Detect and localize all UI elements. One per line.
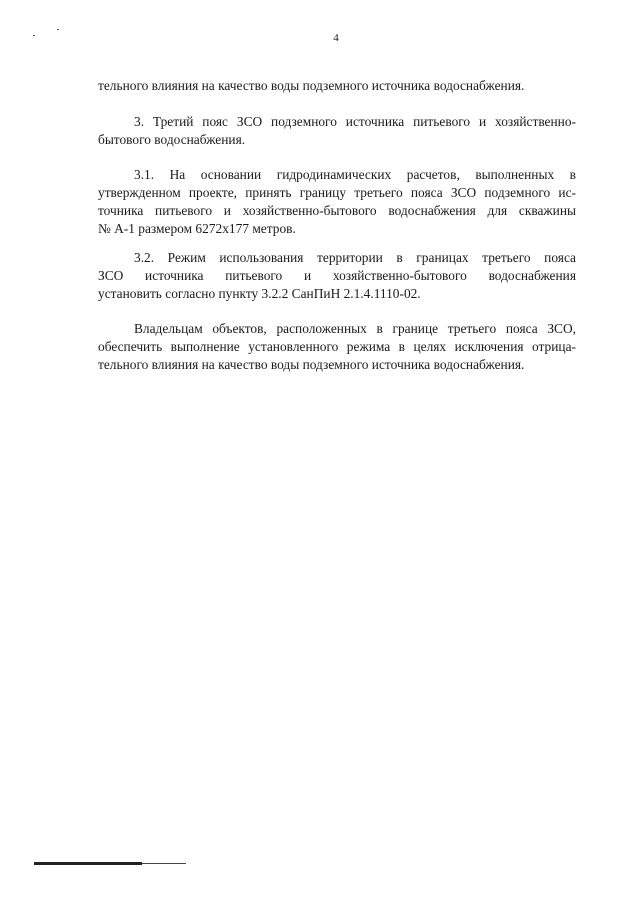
text-line: точника питьевого и хозяйственно-бытового водоснабжения для скважины	[98, 203, 576, 218]
text-line: тельного влияния на качество воды подземного источника водоснабжения.	[98, 78, 525, 93]
text-line: 3. Третий пояс ЗСО подземного источника питьевого и хозяйственно-	[134, 114, 576, 129]
scan-speck	[57, 29, 59, 30]
text-line: ЗСО источника питьевого и хозяйственно-бытового водоснабжения	[98, 268, 576, 283]
footer-rule-thick	[34, 862, 142, 865]
text-line: тельного влияния на качество воды подземного источника водоснабжения.	[98, 357, 525, 372]
paragraph-section-3	[98, 113, 576, 149]
text-line: обеспечить выполнение установленного режима в целях исключения отрица-	[98, 339, 576, 354]
paragraph-continuation	[98, 77, 576, 95]
text-line: 3.2. Режим использования территории в границах третьего пояса	[134, 250, 576, 265]
paragraph-3-2	[98, 249, 576, 303]
paragraph-owners	[98, 320, 576, 374]
page-number: 4	[333, 32, 339, 44]
footer-rule-thin	[142, 863, 186, 864]
text-line: утвержденном проекте, принять границу третьего пояса ЗСО подземного ис-	[98, 185, 576, 200]
text-line: бытового водоснабжения.	[98, 132, 246, 147]
text-line: № А-1 размером 6272x177 метров.	[98, 221, 296, 236]
footer-rule	[34, 862, 186, 865]
text-line: 3.1. На основании гидродинамических расчетов, выполненных в	[134, 167, 576, 182]
paragraph-3-1	[98, 166, 576, 238]
text-line: Владельцам объектов, расположенных в границе третьего пояса ЗСО,	[134, 321, 576, 336]
text-line: установить согласно пункту 3.2.2 СанПиН 2.1.4.1110-02.	[98, 286, 421, 301]
